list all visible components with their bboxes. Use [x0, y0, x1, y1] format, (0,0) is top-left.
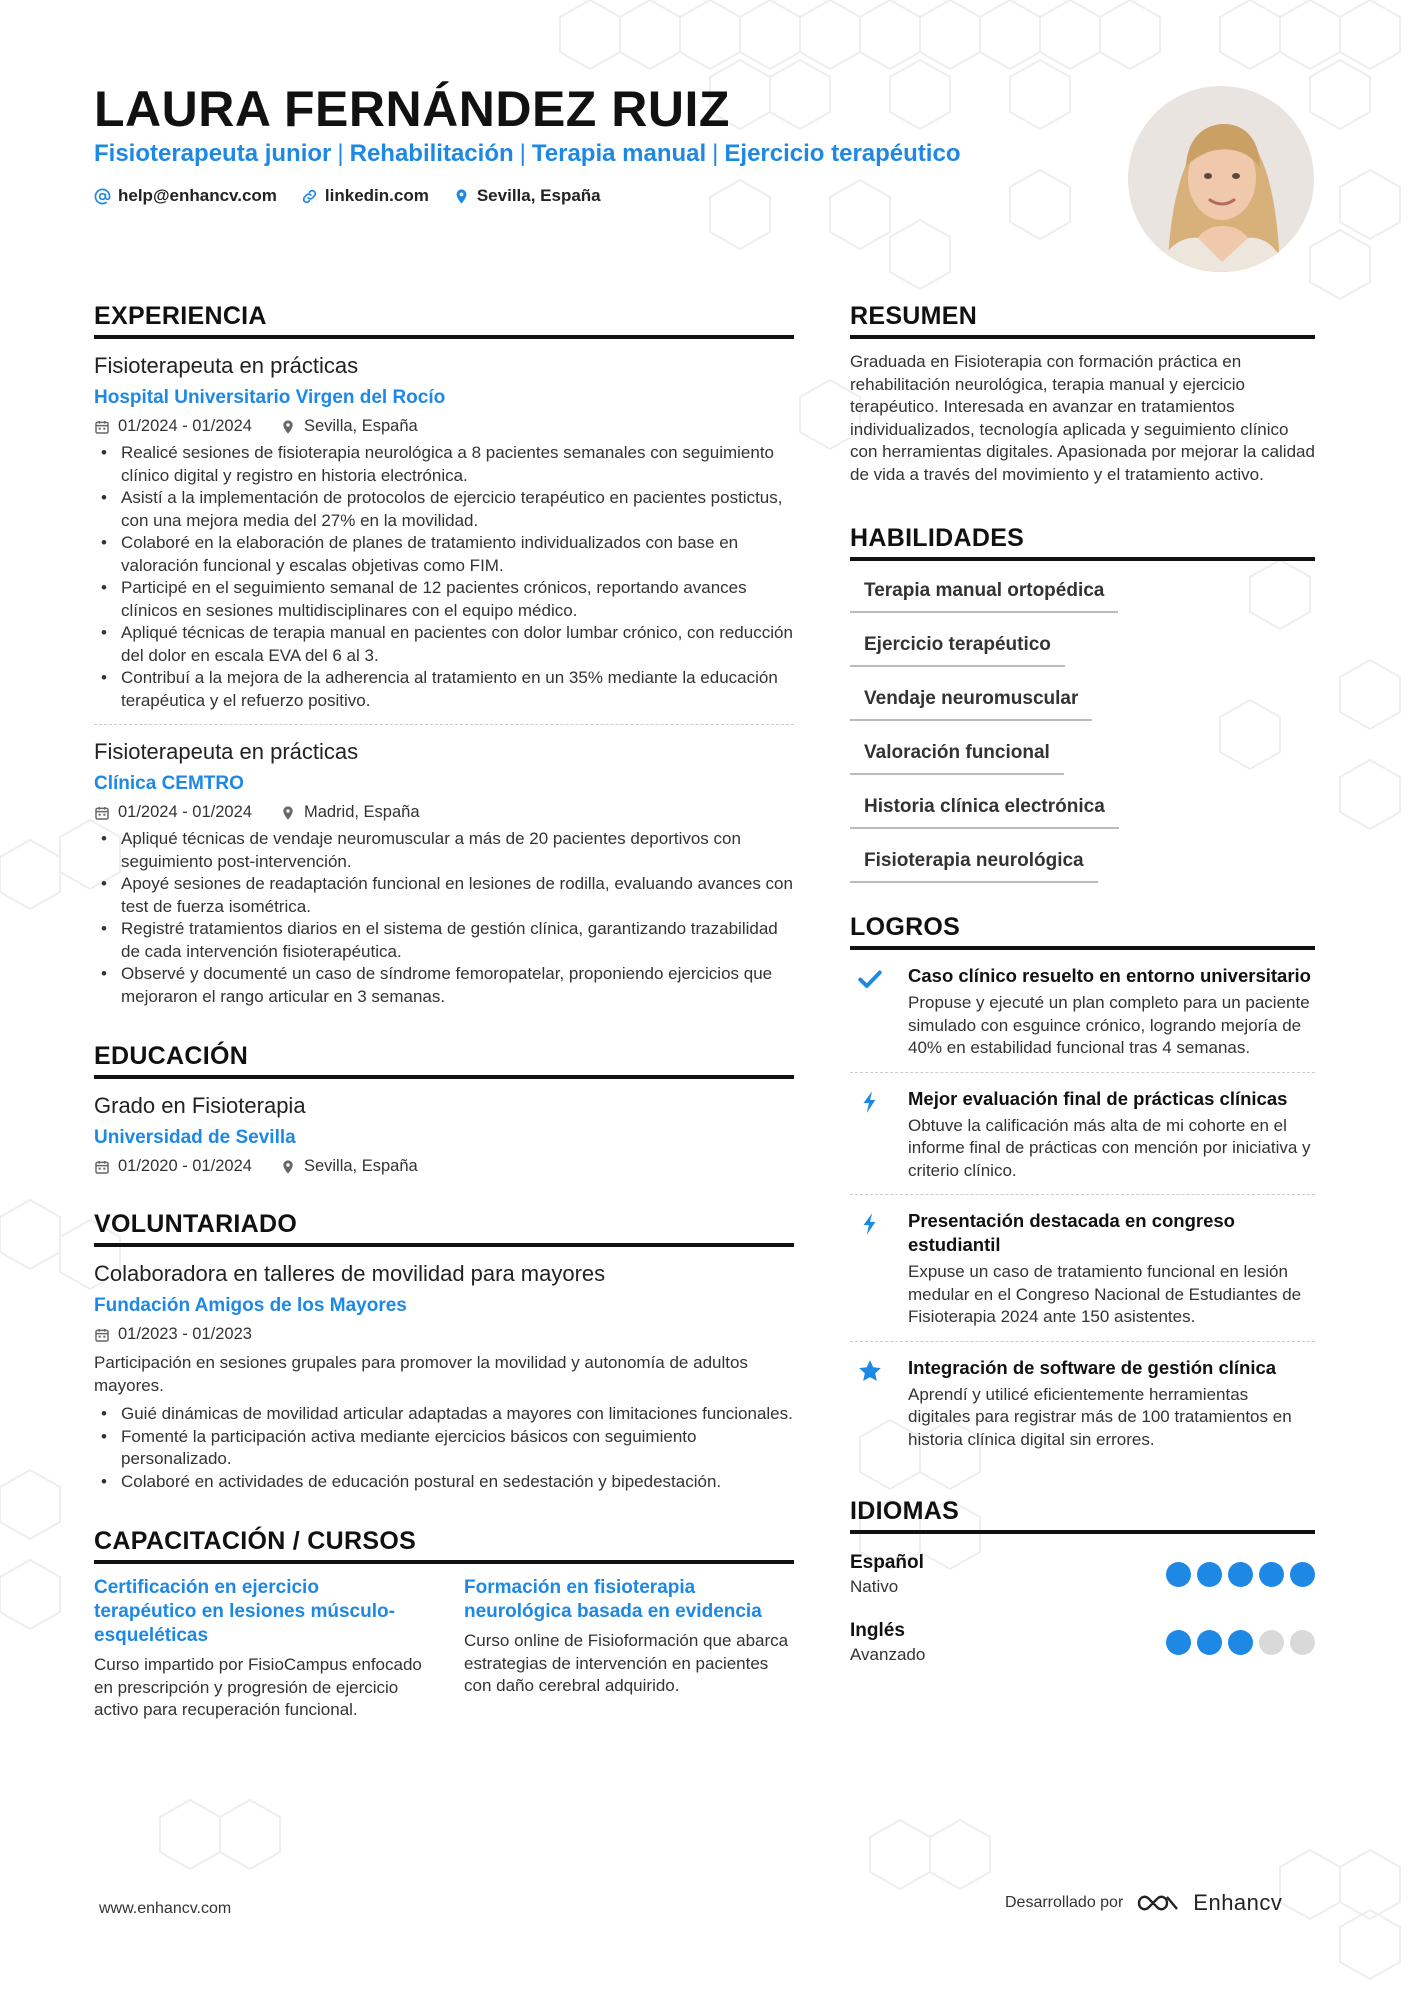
contact-linkedin[interactable] — [301, 186, 429, 206]
location-text: Sevilla, España — [476, 186, 601, 205]
job-meta — [94, 417, 794, 436]
skill-tag: Terapia manual ortopédica — [850, 571, 1118, 613]
rating-dot-filled — [1197, 1562, 1222, 1587]
skill-tag: Vendaje neuromuscular — [850, 679, 1092, 721]
achievement-title: Mejor evaluación final de prácticas clínicas — [908, 1087, 1288, 1109]
education-meta — [94, 1157, 794, 1176]
achievement-item — [850, 1342, 1315, 1464]
course-item — [94, 1576, 424, 1722]
job-meta — [94, 803, 794, 822]
rating-dot-filled — [1166, 1630, 1191, 1655]
location-text: Madrid, España — [303, 803, 420, 821]
language-item — [850, 1546, 1315, 1602]
brand-name: Enhancv — [1193, 1890, 1283, 1915]
education-location — [280, 1157, 418, 1176]
skills-list — [850, 571, 1315, 883]
job-location — [280, 417, 418, 436]
dates-text: 01/2020 - 01/2024 — [118, 1157, 252, 1175]
dates-text: 01/2024 - 01/2024 — [118, 803, 252, 821]
rating-dot-filled — [1290, 1562, 1315, 1587]
volunteer-description: Participación en sesiones grupales para promover la movilidad y autonomía de adultos mayores. — [94, 1353, 748, 1395]
achievement-item — [850, 1195, 1315, 1342]
company-name: Hospital Universitario Virgen del Rocío — [94, 387, 446, 408]
rating-dot-filled — [1228, 1562, 1253, 1587]
achievements-heading: LOGROS — [850, 913, 1315, 950]
summary-heading: RESUMEN — [850, 302, 1315, 339]
bullet-item: • Registré tratamientos diarios en el sistema de gestión clínica, garantizando trazabilidad de cada intervención fisioterapéutica. — [94, 918, 794, 963]
achievement-body — [908, 964, 1315, 1060]
dates-text: 01/2024 - 01/2024 — [118, 417, 252, 435]
summary-text: Graduada en Fisioterapia con formación práctica en rehabilitación neurológica, terapia manual y ejercicio terapéutico. Interesada en avanzar en tratamientos individualizados, tecnología aplicada y seguimiento clínico con herramientas digitales. Apasionada por mejorar la calidad de vida a través del movimiento y el tratamiento activo. — [850, 352, 1315, 484]
bullet-item: • Apliqué técnicas de terapia manual en pacientes con dolor lumbar crónico, con reducción del dolor en escala EVA del 6 al 3. — [94, 622, 794, 667]
skill-tag: Valoración funcional — [850, 733, 1064, 775]
company-name: Clínica CEMTRO — [94, 773, 244, 794]
bullet-item: • Colaboré en la elaboración de planes de tratamiento individualizados con base en valoración funcional y escalas objetivas como FIM. — [94, 532, 794, 577]
profile-photo — [1128, 86, 1314, 272]
achievement-title: Caso clínico resuelto en entorno universitario — [908, 965, 1311, 986]
courses-section — [94, 1527, 794, 1722]
email-text[interactable]: help@enhancv.com — [118, 186, 277, 205]
achievement-item — [850, 950, 1315, 1073]
language-info — [850, 1620, 925, 1665]
headline-role: Fisioterapeuta junior — [94, 140, 332, 167]
candidate-name: LAURA FERNÁNDEZ RUIZ — [94, 81, 730, 137]
job-title: Fisioterapeuta en prácticas — [94, 739, 359, 764]
headline — [94, 140, 960, 168]
achievement-icon-wrap — [850, 1209, 890, 1329]
job-dates — [94, 803, 252, 822]
portrait-illustration — [1128, 86, 1314, 272]
dates-text: 01/2023 - 01/2023 — [118, 1325, 252, 1343]
headline-separator: | — [337, 140, 344, 167]
achievement-title: Presentación destacada en congreso estudiantil — [908, 1210, 1235, 1255]
course-description: Curso impartido por FisioCampus enfocado en prescripción y progresión de ejercicio activo para recuperación funcional. — [94, 1655, 422, 1719]
achievement-body — [908, 1356, 1315, 1452]
job-entry — [94, 353, 794, 712]
link-icon — [301, 188, 318, 205]
education-heading: EDUCACIÓN — [94, 1042, 794, 1079]
right-column — [850, 302, 1315, 1670]
job-bullets — [94, 442, 794, 712]
achievements-section — [850, 913, 1315, 1463]
bullet-item: • Apoyé sesiones de readaptación funcional en lesiones de rodilla, evaluando avances con test de fuerza isométrica. — [94, 873, 794, 918]
headline-separator: | — [712, 140, 719, 167]
volunteering-section — [94, 1210, 794, 1493]
summary-section — [850, 302, 1315, 486]
headline-specialty: Terapia manual — [531, 140, 707, 167]
education-section — [94, 1042, 794, 1176]
language-item — [850, 1614, 1315, 1670]
job-bullets — [94, 828, 794, 1008]
skill-tag: Historia clínica electrónica — [850, 787, 1119, 829]
location-pin-icon — [280, 419, 296, 435]
achievement-description: Propuse y ejecuté un plan completo para un paciente simulado con esguince crónico, logrando mejoría de 40% en estabilidad funcional tras 4 semanas. — [908, 993, 1310, 1057]
check-icon — [857, 966, 883, 992]
job-entry — [94, 739, 794, 1008]
course-item — [464, 1576, 794, 1722]
calendar-icon — [94, 419, 110, 435]
rating-dot-empty — [1290, 1630, 1315, 1655]
rating-dot-filled — [1166, 1562, 1191, 1587]
job-title: Fisioterapeuta en prácticas — [94, 353, 359, 378]
calendar-icon — [94, 1159, 110, 1175]
achievement-description: Aprendí y utilicé eficientemente herramientas digitales para registrar más de 100 tratamientos en historia clínica digital sin errores. — [908, 1384, 1292, 1449]
bullet-item: • Asistí a la implementación de protocolos de ejercicio terapéutico en pacientes postictus, con una mejora media del 27% en la movilidad. — [94, 487, 794, 532]
linkedin-text[interactable]: linkedin.com — [324, 186, 429, 205]
language-rating — [1166, 1562, 1315, 1587]
skills-heading: HABILIDADES — [850, 524, 1315, 561]
course-description: Curso online de Fisioformación que abarca estrategias de intervención en pacientes con daño cerebral adquirido. — [464, 1631, 789, 1695]
achievement-item — [850, 1073, 1315, 1196]
footer-branding — [1005, 1890, 1282, 1916]
contact-bar — [94, 186, 601, 206]
language-info — [850, 1552, 924, 1597]
job-location — [280, 803, 420, 822]
volunteer-bullets — [94, 1403, 794, 1493]
skill-tag: Fisioterapia neurológica — [850, 841, 1098, 883]
courses-heading: CAPACITACIÓN / CURSOS — [94, 1527, 794, 1564]
bullet-item: • Colaboré en actividades de educación postural en sedestación y bipedestación. — [94, 1471, 794, 1494]
skill-tag: Ejercicio terapéutico — [850, 625, 1065, 667]
volunteer-dates — [94, 1325, 252, 1344]
volunteer-meta — [94, 1325, 794, 1344]
languages-section — [850, 1497, 1315, 1670]
at-icon — [94, 188, 111, 205]
achievement-icon-wrap — [850, 1356, 890, 1452]
achievement-body — [908, 1087, 1315, 1183]
contact-email[interactable] — [94, 186, 277, 206]
location-pin-icon — [280, 1159, 296, 1175]
powered-by-text: Desarrollado por — [1005, 1894, 1124, 1911]
education-dates — [94, 1157, 252, 1176]
location-pin-icon — [280, 805, 296, 821]
rating-dot-filled — [1228, 1630, 1253, 1655]
experience-section — [94, 302, 794, 1008]
achievement-title: Integración de software de gestión clínica — [908, 1356, 1277, 1378]
location-text: Sevilla, España — [303, 417, 418, 435]
bullet-item: • Fomenté la participación activa mediante ejercicios básicos con seguimiento personalizado. — [94, 1426, 794, 1471]
location-pin-icon — [453, 188, 470, 205]
language-level: Avanzado — [850, 1644, 926, 1664]
bullet-item: • Guié dinámicas de movilidad articular adaptadas a mayores con limitaciones funcionales. — [94, 1403, 794, 1426]
calendar-icon — [94, 1327, 110, 1343]
footer-website[interactable]: www.enhancv.com — [99, 1900, 232, 1917]
job-dates — [94, 417, 252, 436]
courses-grid — [94, 1576, 794, 1722]
headline-specialty: Rehabilitación — [349, 140, 514, 167]
language-name: Español — [850, 1551, 924, 1573]
enhancv-logo-icon — [1135, 1891, 1181, 1915]
left-column — [94, 302, 794, 1722]
language-level: Nativo — [850, 1576, 899, 1596]
headline-specialty: Ejercicio terapéutico — [724, 140, 961, 167]
calendar-icon — [94, 805, 110, 821]
language-rating — [1166, 1630, 1315, 1655]
volunteering-heading: VOLUNTARIADO — [94, 1210, 794, 1247]
lightning-icon — [857, 1211, 883, 1237]
volunteer-role: Colaboradora en talleres de movilidad para mayores — [94, 1261, 606, 1286]
bullet-item: • Apliqué técnicas de vendaje neuromuscular a más de 20 pacientes deportivos con seguimiento post-intervención. — [94, 828, 794, 873]
headline-separator: | — [519, 140, 526, 167]
languages-heading: IDIOMAS — [850, 1497, 1315, 1534]
rating-dot-filled — [1197, 1630, 1222, 1655]
achievement-description: Obtuve la calificación más alta de mi cohorte en el informe final de prácticas con mención por iniciativa y criterio clínico. — [908, 1115, 1311, 1180]
entry-divider — [94, 724, 794, 725]
school-name: Universidad de Sevilla — [94, 1127, 296, 1148]
language-name: Inglés — [850, 1619, 905, 1641]
rating-dot-filled — [1259, 1562, 1284, 1587]
skills-section — [850, 524, 1315, 883]
bullet-item: • Contribuí a la mejora de la adherencia al tratamiento en un 35% mediante la educación terapéutica y el refuerzo positivo. — [94, 667, 794, 712]
achievement-icon-wrap — [850, 1087, 890, 1183]
contact-location — [453, 186, 601, 206]
achievement-description: Expuse un caso de tratamiento funcional en lesión medular en el Congreso Nacional de Estudiantes de Fisioterapia 2024 ante 150 asistentes. — [908, 1262, 1302, 1326]
organization-name: Fundación Amigos de los Mayores — [94, 1295, 407, 1316]
achievement-body — [908, 1209, 1315, 1329]
bullet-item: • Observé y documenté un caso de síndrome femoropatelar, proponiendo ejercicios que mejoraron el rango articular en 3 semanas. — [94, 963, 794, 1008]
achievement-icon-wrap — [850, 964, 890, 1060]
lightning-icon — [857, 1089, 883, 1115]
course-title: Formación en fisioterapia neurológica basada en evidencia — [464, 1577, 762, 1622]
rating-dot-empty — [1259, 1630, 1284, 1655]
bullet-item: • Realicé sesiones de fisioterapia neurológica a 8 pacientes semanales con seguimiento clínico digital y registro en historia electrónica. — [94, 442, 794, 487]
star-icon — [857, 1358, 883, 1384]
bullet-item: • Participé en el seguimiento semanal de 12 pacientes crónicos, reportando avances clínicos en sesiones multidisciplinares con el equipo médico. — [94, 577, 794, 622]
location-text: Sevilla, España — [303, 1157, 418, 1175]
course-title: Certificación en ejercicio terapéutico en lesiones músculo-esqueléticas — [94, 1577, 395, 1646]
degree-title: Grado en Fisioterapia — [94, 1093, 306, 1118]
experience-heading: EXPERIENCIA — [94, 302, 794, 339]
